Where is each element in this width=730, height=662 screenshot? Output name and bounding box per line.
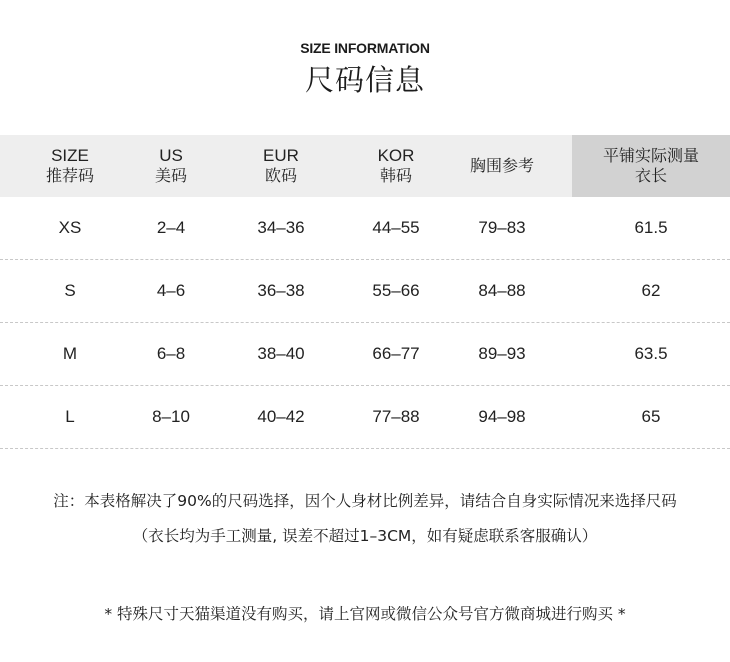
cell-size: M bbox=[62, 344, 78, 363]
cell-length: 62 bbox=[641, 281, 661, 300]
table-row bbox=[0, 323, 730, 386]
cell-eur: 40–42 bbox=[257, 407, 305, 426]
cell-us: 2–4 bbox=[156, 218, 186, 237]
cell-kor: 55–66 bbox=[372, 281, 420, 300]
header-length-line2: 衣长 bbox=[634, 166, 667, 185]
header-us bbox=[140, 135, 202, 197]
cell-kor: 77–88 bbox=[372, 407, 420, 426]
header-size-cn: 推荐码 bbox=[45, 166, 94, 185]
header-eur bbox=[202, 135, 360, 197]
cell-bust: 89–93 bbox=[478, 344, 526, 363]
cell-kor: 44–55 bbox=[372, 218, 420, 237]
title-english: SIZE INFORMATION bbox=[300, 40, 430, 56]
title-chinese: 尺码信息 bbox=[304, 63, 425, 97]
header-us-cn: 美码 bbox=[154, 166, 187, 185]
header-bust-cn: 胸围参考 bbox=[469, 156, 534, 175]
cell-bust: 84–88 bbox=[478, 281, 526, 300]
note-special-sizes: * 特殊尺寸天猫渠道没有购买，请上官网或微信公众号官方微商城进行购买 * bbox=[104, 605, 626, 623]
header-us-en: US bbox=[159, 146, 183, 165]
cell-size: XS bbox=[58, 218, 82, 237]
cell-eur: 34–36 bbox=[257, 218, 305, 237]
header-eur-en: EUR bbox=[263, 146, 299, 165]
size-table bbox=[0, 135, 730, 449]
table-row bbox=[0, 197, 730, 260]
cell-length: 63.5 bbox=[634, 344, 668, 363]
note-measurement-error: （衣长均为手工测量, 误差不超过1–3CM，如有疑虑联系客服确认） bbox=[132, 527, 598, 545]
table-row bbox=[0, 386, 730, 449]
header-kor bbox=[360, 135, 432, 197]
header-size-en: SIZE bbox=[51, 146, 89, 165]
header-kor-cn: 韩码 bbox=[379, 166, 412, 185]
header-bust bbox=[432, 135, 572, 197]
cell-length: 65 bbox=[641, 407, 661, 426]
header-eur-cn: 欧码 bbox=[264, 166, 297, 185]
cell-bust: 94–98 bbox=[478, 407, 526, 426]
cell-us: 6–8 bbox=[156, 344, 186, 363]
cell-bust: 79–83 bbox=[478, 218, 526, 237]
cell-size: L bbox=[65, 407, 75, 426]
note-sizing-advice: 注：本表格解决了90%的尺码选择，因个人身材比例差异，请结合自身实际情况来选择尺码 bbox=[53, 492, 677, 510]
header-length bbox=[572, 135, 730, 197]
header-size bbox=[0, 135, 140, 197]
cell-size: S bbox=[64, 281, 76, 300]
table-row bbox=[0, 260, 730, 323]
header-kor-en: KOR bbox=[377, 146, 415, 165]
cell-us: 4–6 bbox=[156, 281, 186, 300]
cell-kor: 66–77 bbox=[372, 344, 420, 363]
header-length-line1: 平铺实际测量 bbox=[602, 146, 699, 165]
cell-length: 61.5 bbox=[634, 218, 668, 237]
table-header-row bbox=[0, 135, 730, 197]
cell-eur: 36–38 bbox=[257, 281, 305, 300]
cell-us: 8–10 bbox=[152, 407, 190, 426]
cell-eur: 38–40 bbox=[257, 344, 305, 363]
